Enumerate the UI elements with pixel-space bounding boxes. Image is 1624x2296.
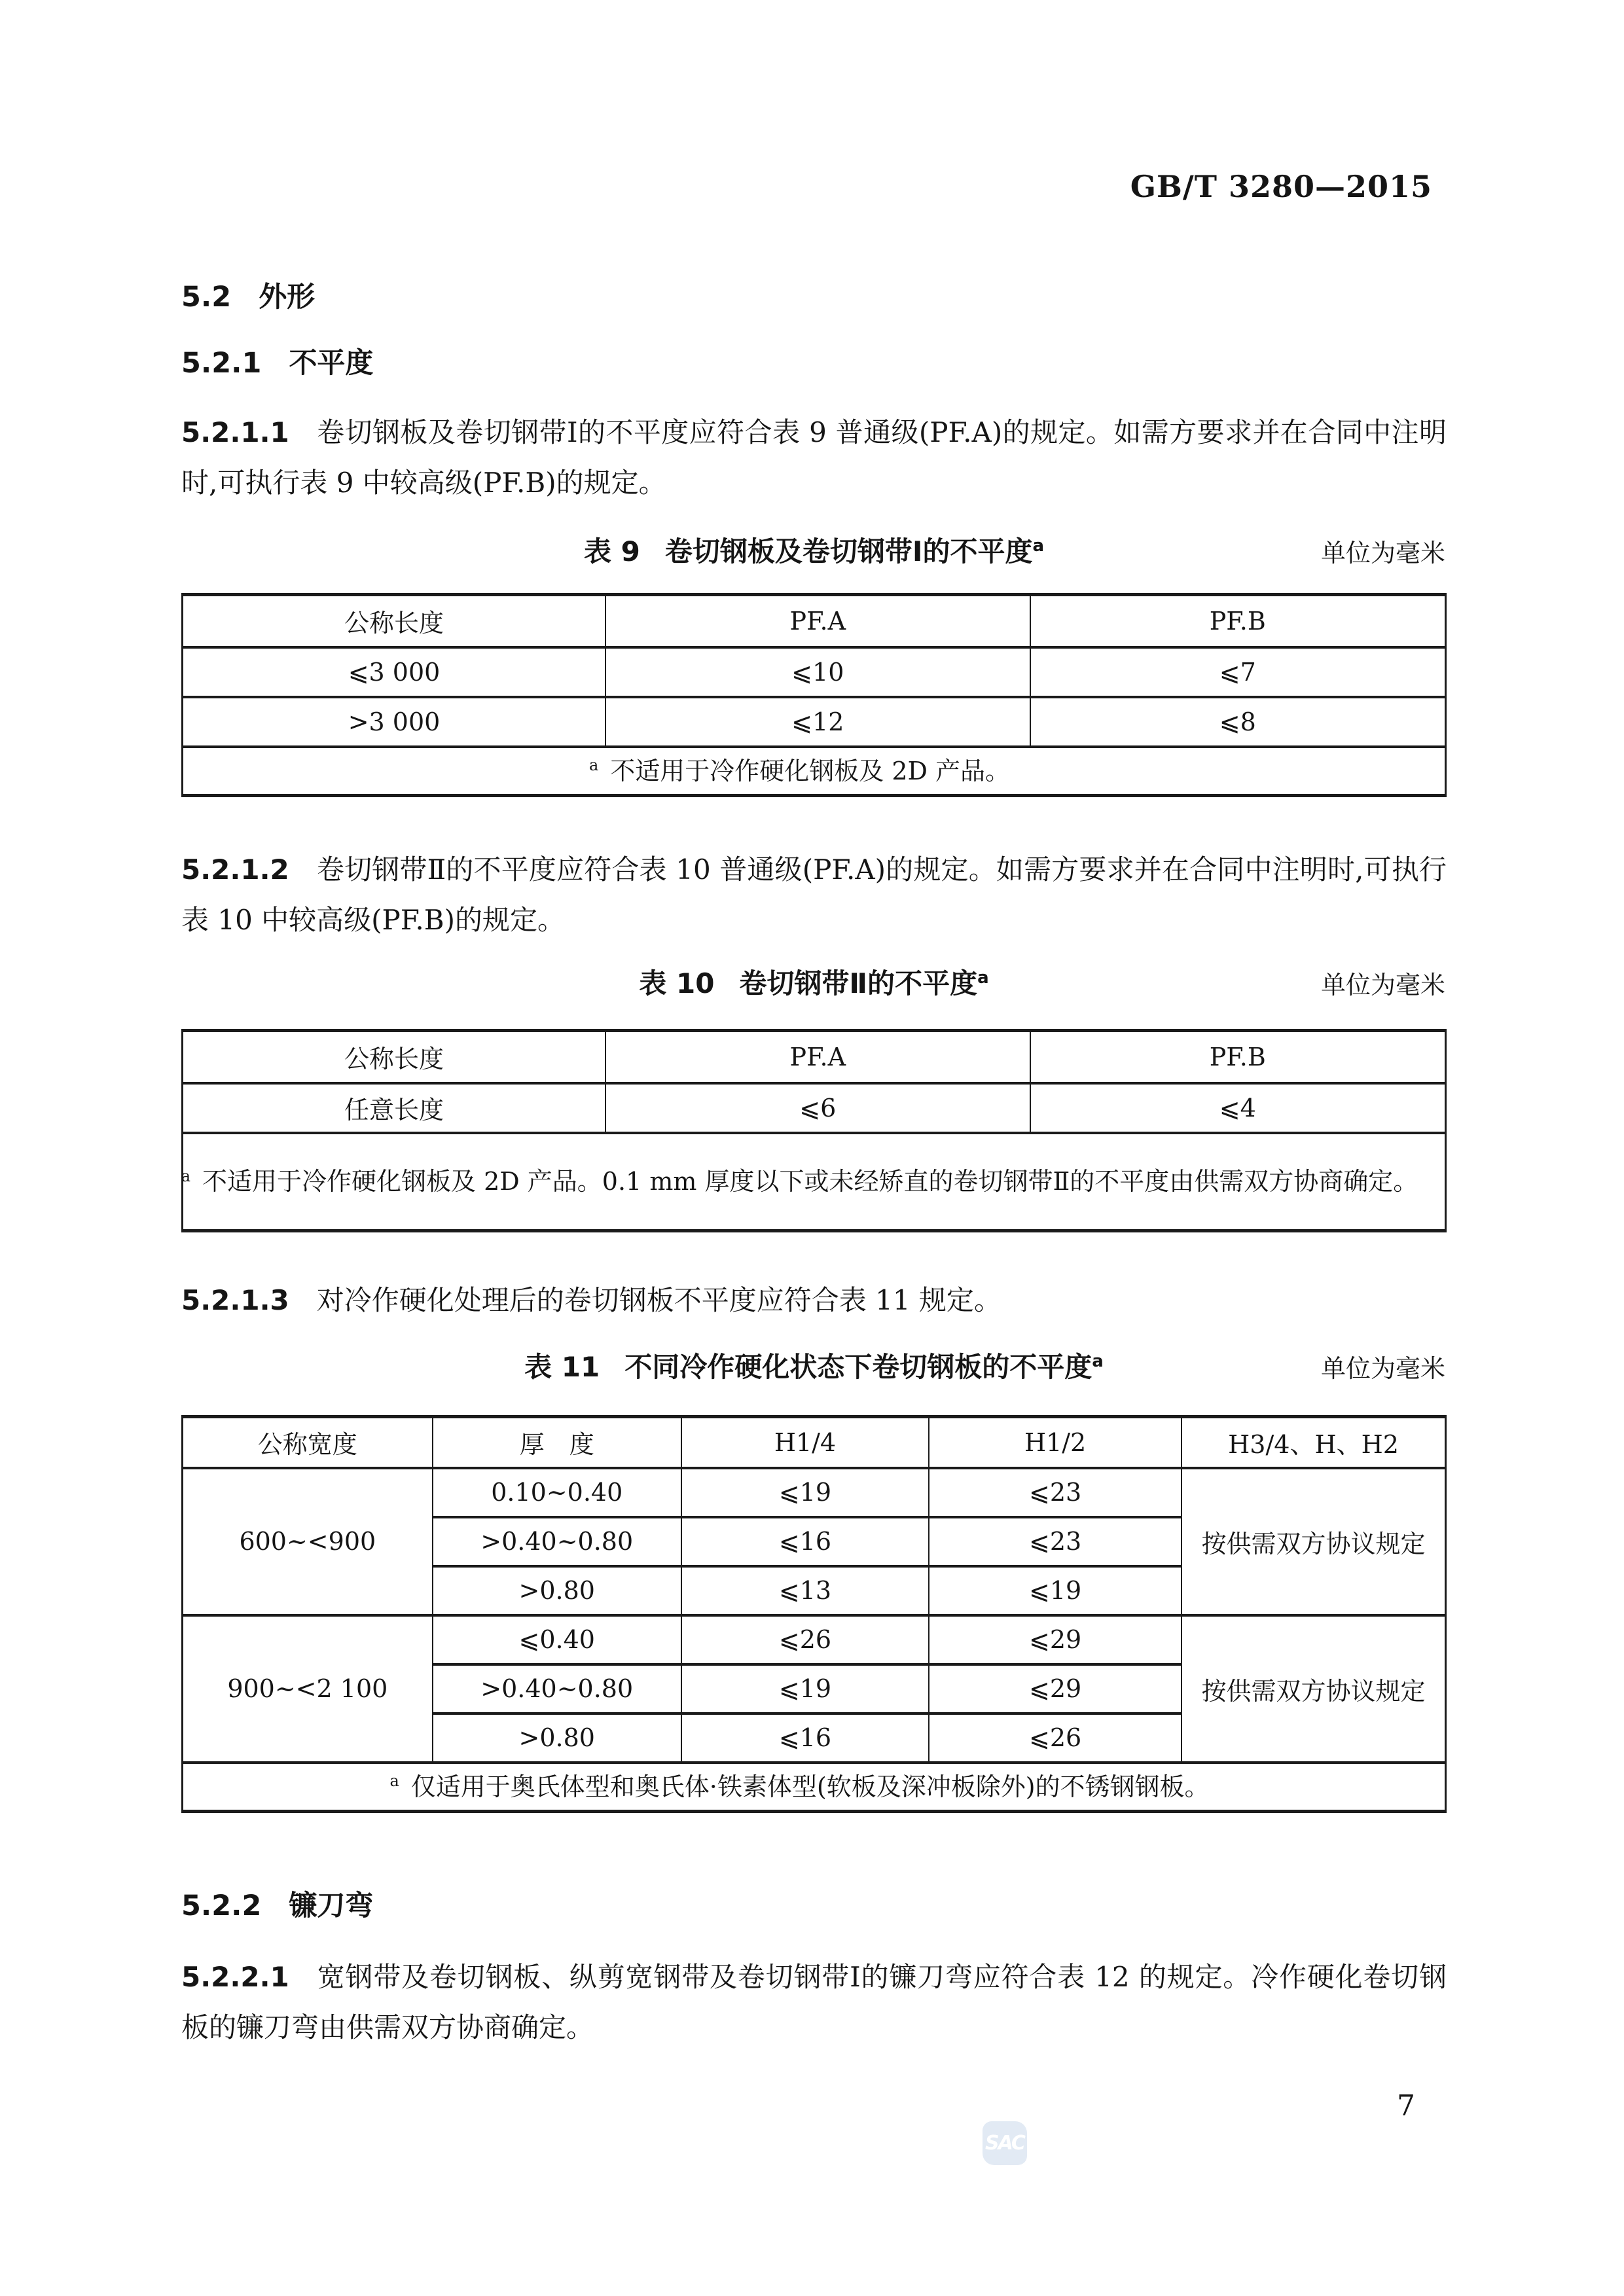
column-header: H1/2 bbox=[929, 1417, 1182, 1468]
table-row bbox=[183, 647, 1446, 697]
table-9 bbox=[181, 593, 1447, 797]
width-group-cell: 600~<900 bbox=[183, 1468, 433, 1615]
table-11-caption-row bbox=[181, 1346, 1447, 1382]
table-cell: >0.80 bbox=[433, 1713, 681, 1763]
section-title: 镰刀弯 bbox=[289, 1890, 374, 1922]
table-cell: ⩽19 bbox=[681, 1664, 929, 1713]
paragraph-number: 5.2.1.2 bbox=[181, 853, 289, 886]
column-header: 公称长度 bbox=[183, 1031, 606, 1083]
table-footnote-row bbox=[183, 1763, 1446, 1812]
table-title: 卷切钢带Ⅱ的不平度 bbox=[739, 967, 978, 999]
unit-label: 单位为毫米 bbox=[1320, 1354, 1445, 1383]
table-cell: 任意长度 bbox=[183, 1083, 606, 1133]
footnote-mark: a bbox=[389, 1771, 399, 1790]
table-cell: ⩽13 bbox=[681, 1566, 929, 1615]
section-title: 不平度 bbox=[289, 347, 374, 380]
table-caption-footnote-mark: a bbox=[1032, 536, 1045, 556]
paragraph-5-2-2-1 bbox=[181, 1952, 1447, 2053]
table-cell: ⩽19 bbox=[929, 1566, 1182, 1615]
sac-watermark-logo bbox=[983, 2121, 1027, 2165]
section-number: 5.2 bbox=[181, 281, 232, 314]
unit-label: 单位为毫米 bbox=[1320, 539, 1445, 567]
table-title: 不同冷作硬化状态下卷切钢板的不平度 bbox=[624, 1351, 1092, 1383]
table-footnote bbox=[183, 1763, 1446, 1812]
table-cell: ⩽26 bbox=[681, 1615, 929, 1664]
table-9-caption-row bbox=[181, 530, 1447, 567]
table-cell: ⩽6 bbox=[605, 1083, 1030, 1133]
table-cell: ⩽23 bbox=[929, 1468, 1182, 1517]
section-5-2-heading bbox=[181, 275, 315, 315]
table-caption-footnote-mark: a bbox=[1092, 1352, 1104, 1371]
table-11-caption bbox=[181, 1346, 1447, 1385]
table-cell: ⩽0.40 bbox=[433, 1615, 681, 1664]
table-footnote-row bbox=[183, 747, 1446, 796]
column-header: PF.B bbox=[1030, 1031, 1446, 1083]
column-header: PF.A bbox=[605, 1031, 1030, 1083]
width-group-cell: 900~<2 100 bbox=[183, 1615, 433, 1763]
column-header: 公称长度 bbox=[183, 595, 606, 647]
table-footnote bbox=[183, 1133, 1446, 1231]
table-row bbox=[183, 1468, 1446, 1517]
paragraph-number: 5.2.1.1 bbox=[181, 416, 289, 448]
table-10-caption bbox=[181, 962, 1447, 1001]
paragraph-5-2-1-3 bbox=[181, 1275, 1447, 1325]
table-cell: ⩽19 bbox=[681, 1468, 929, 1517]
table-number: 表 11 bbox=[524, 1351, 600, 1383]
table-title: 卷切钢板及卷切钢带Ⅰ的不平度 bbox=[664, 535, 1033, 567]
unit-label: 单位为毫米 bbox=[1320, 971, 1445, 999]
paragraph-number: 5.2.2.1 bbox=[181, 1961, 289, 1993]
table-row bbox=[183, 1417, 1446, 1468]
table-number: 表 10 bbox=[639, 967, 715, 999]
table-10 bbox=[181, 1029, 1447, 1232]
section-number: 5.2.2 bbox=[181, 1890, 262, 1922]
section-title: 外形 bbox=[259, 281, 316, 314]
table-cell: ⩽16 bbox=[681, 1517, 929, 1566]
footnote-text: 仅适用于奥氏体型和奥氏体·铁素体型(软板及深冲板除外)的不锈钢钢板。 bbox=[410, 1772, 1210, 1801]
agreement-cell: 按供需双方协议规定 bbox=[1182, 1468, 1445, 1615]
table-cell: ⩽8 bbox=[1030, 697, 1446, 747]
table-cell: ⩽4 bbox=[1030, 1083, 1446, 1133]
footnote-text: 不适用于冷作硬化钢板及 2D 产品。0.1 mm 厚度以下或未经矫直的卷切钢带Ⅱ的不平度由供需双方协商确定。 bbox=[202, 1167, 1418, 1196]
table-row bbox=[183, 1083, 1446, 1133]
footnote-mark: a bbox=[588, 755, 599, 774]
footnote-mark: a bbox=[181, 1166, 190, 1185]
table-9-caption bbox=[181, 530, 1447, 569]
table-caption-footnote-mark: a bbox=[977, 968, 989, 988]
table-cell: ⩽26 bbox=[929, 1713, 1182, 1763]
table-row bbox=[183, 1615, 1446, 1664]
paragraph-text: 卷切钢板及卷切钢带Ⅰ的不平度应符合表 9 普通级(PF.A)的规定。如需方要求并在合同中注明时,可执行表 9 中较高级(PF.B)的规定。 bbox=[181, 416, 1447, 499]
column-header: 公称宽度 bbox=[183, 1417, 433, 1468]
section-5-2-1-heading bbox=[181, 341, 373, 381]
agreement-cell: 按供需双方协议规定 bbox=[1182, 1615, 1445, 1763]
table-cell: ⩽16 bbox=[681, 1713, 929, 1763]
sac-logo-text: SAC bbox=[985, 2132, 1024, 2155]
table-row bbox=[183, 595, 1446, 647]
table-cell: ⩽7 bbox=[1030, 647, 1446, 697]
column-header: 厚 度 bbox=[433, 1417, 681, 1468]
table-cell: ⩽23 bbox=[929, 1517, 1182, 1566]
table-11 bbox=[181, 1415, 1447, 1813]
table-cell: >3 000 bbox=[183, 697, 606, 747]
paragraph-5-2-1-1 bbox=[181, 407, 1447, 508]
paragraph-text: 宽钢带及卷切钢板、纵剪宽钢带及卷切钢带Ⅰ的镰刀弯应符合表 12 的规定。冷作硬化卷切钢板的镰刀弯由供需双方协商确定。 bbox=[181, 1961, 1447, 2043]
standard-number-header: GB/T 3280—2015 bbox=[1130, 169, 1432, 204]
paragraph-5-2-1-2 bbox=[181, 844, 1447, 945]
table-cell: ⩽3 000 bbox=[183, 647, 606, 697]
table-cell: >0.40~0.80 bbox=[433, 1664, 681, 1713]
table-row bbox=[183, 697, 1446, 747]
table-cell: ⩽12 bbox=[605, 697, 1030, 747]
table-footnote bbox=[183, 747, 1446, 796]
column-header: H3/4、H、H2 bbox=[1182, 1417, 1445, 1468]
table-cell: ⩽29 bbox=[929, 1615, 1182, 1664]
table-cell: ⩽10 bbox=[605, 647, 1030, 697]
section-number: 5.2.1 bbox=[181, 347, 262, 380]
table-cell: ⩽29 bbox=[929, 1664, 1182, 1713]
column-header: H1/4 bbox=[681, 1417, 929, 1468]
page-content bbox=[181, 0, 1447, 2296]
table-cell: 0.10~0.40 bbox=[433, 1468, 681, 1517]
table-cell: >0.80 bbox=[433, 1566, 681, 1615]
table-number: 表 9 bbox=[583, 535, 640, 567]
column-header: PF.B bbox=[1030, 595, 1446, 647]
footnote-text: 不适用于冷作硬化钢板及 2D 产品。 bbox=[610, 756, 1011, 785]
section-5-2-2-heading bbox=[181, 1884, 373, 1924]
paragraph-text: 对冷作硬化处理后的卷切钢板不平度应符合表 11 规定。 bbox=[316, 1284, 1001, 1316]
paragraph-text: 卷切钢带Ⅱ的不平度应符合表 10 普通级(PF.A)的规定。如需方要求并在合同中注明时,可执行表 10 中较高级(PF.B)的规定。 bbox=[181, 853, 1447, 936]
table-10-caption-row bbox=[181, 962, 1447, 999]
table-row bbox=[183, 1031, 1446, 1083]
table-footnote-row bbox=[183, 1133, 1446, 1231]
page-number: 7 bbox=[1397, 2089, 1415, 2123]
paragraph-number: 5.2.1.3 bbox=[181, 1284, 289, 1316]
table-cell: >0.40~0.80 bbox=[433, 1517, 681, 1566]
column-header: PF.A bbox=[605, 595, 1030, 647]
